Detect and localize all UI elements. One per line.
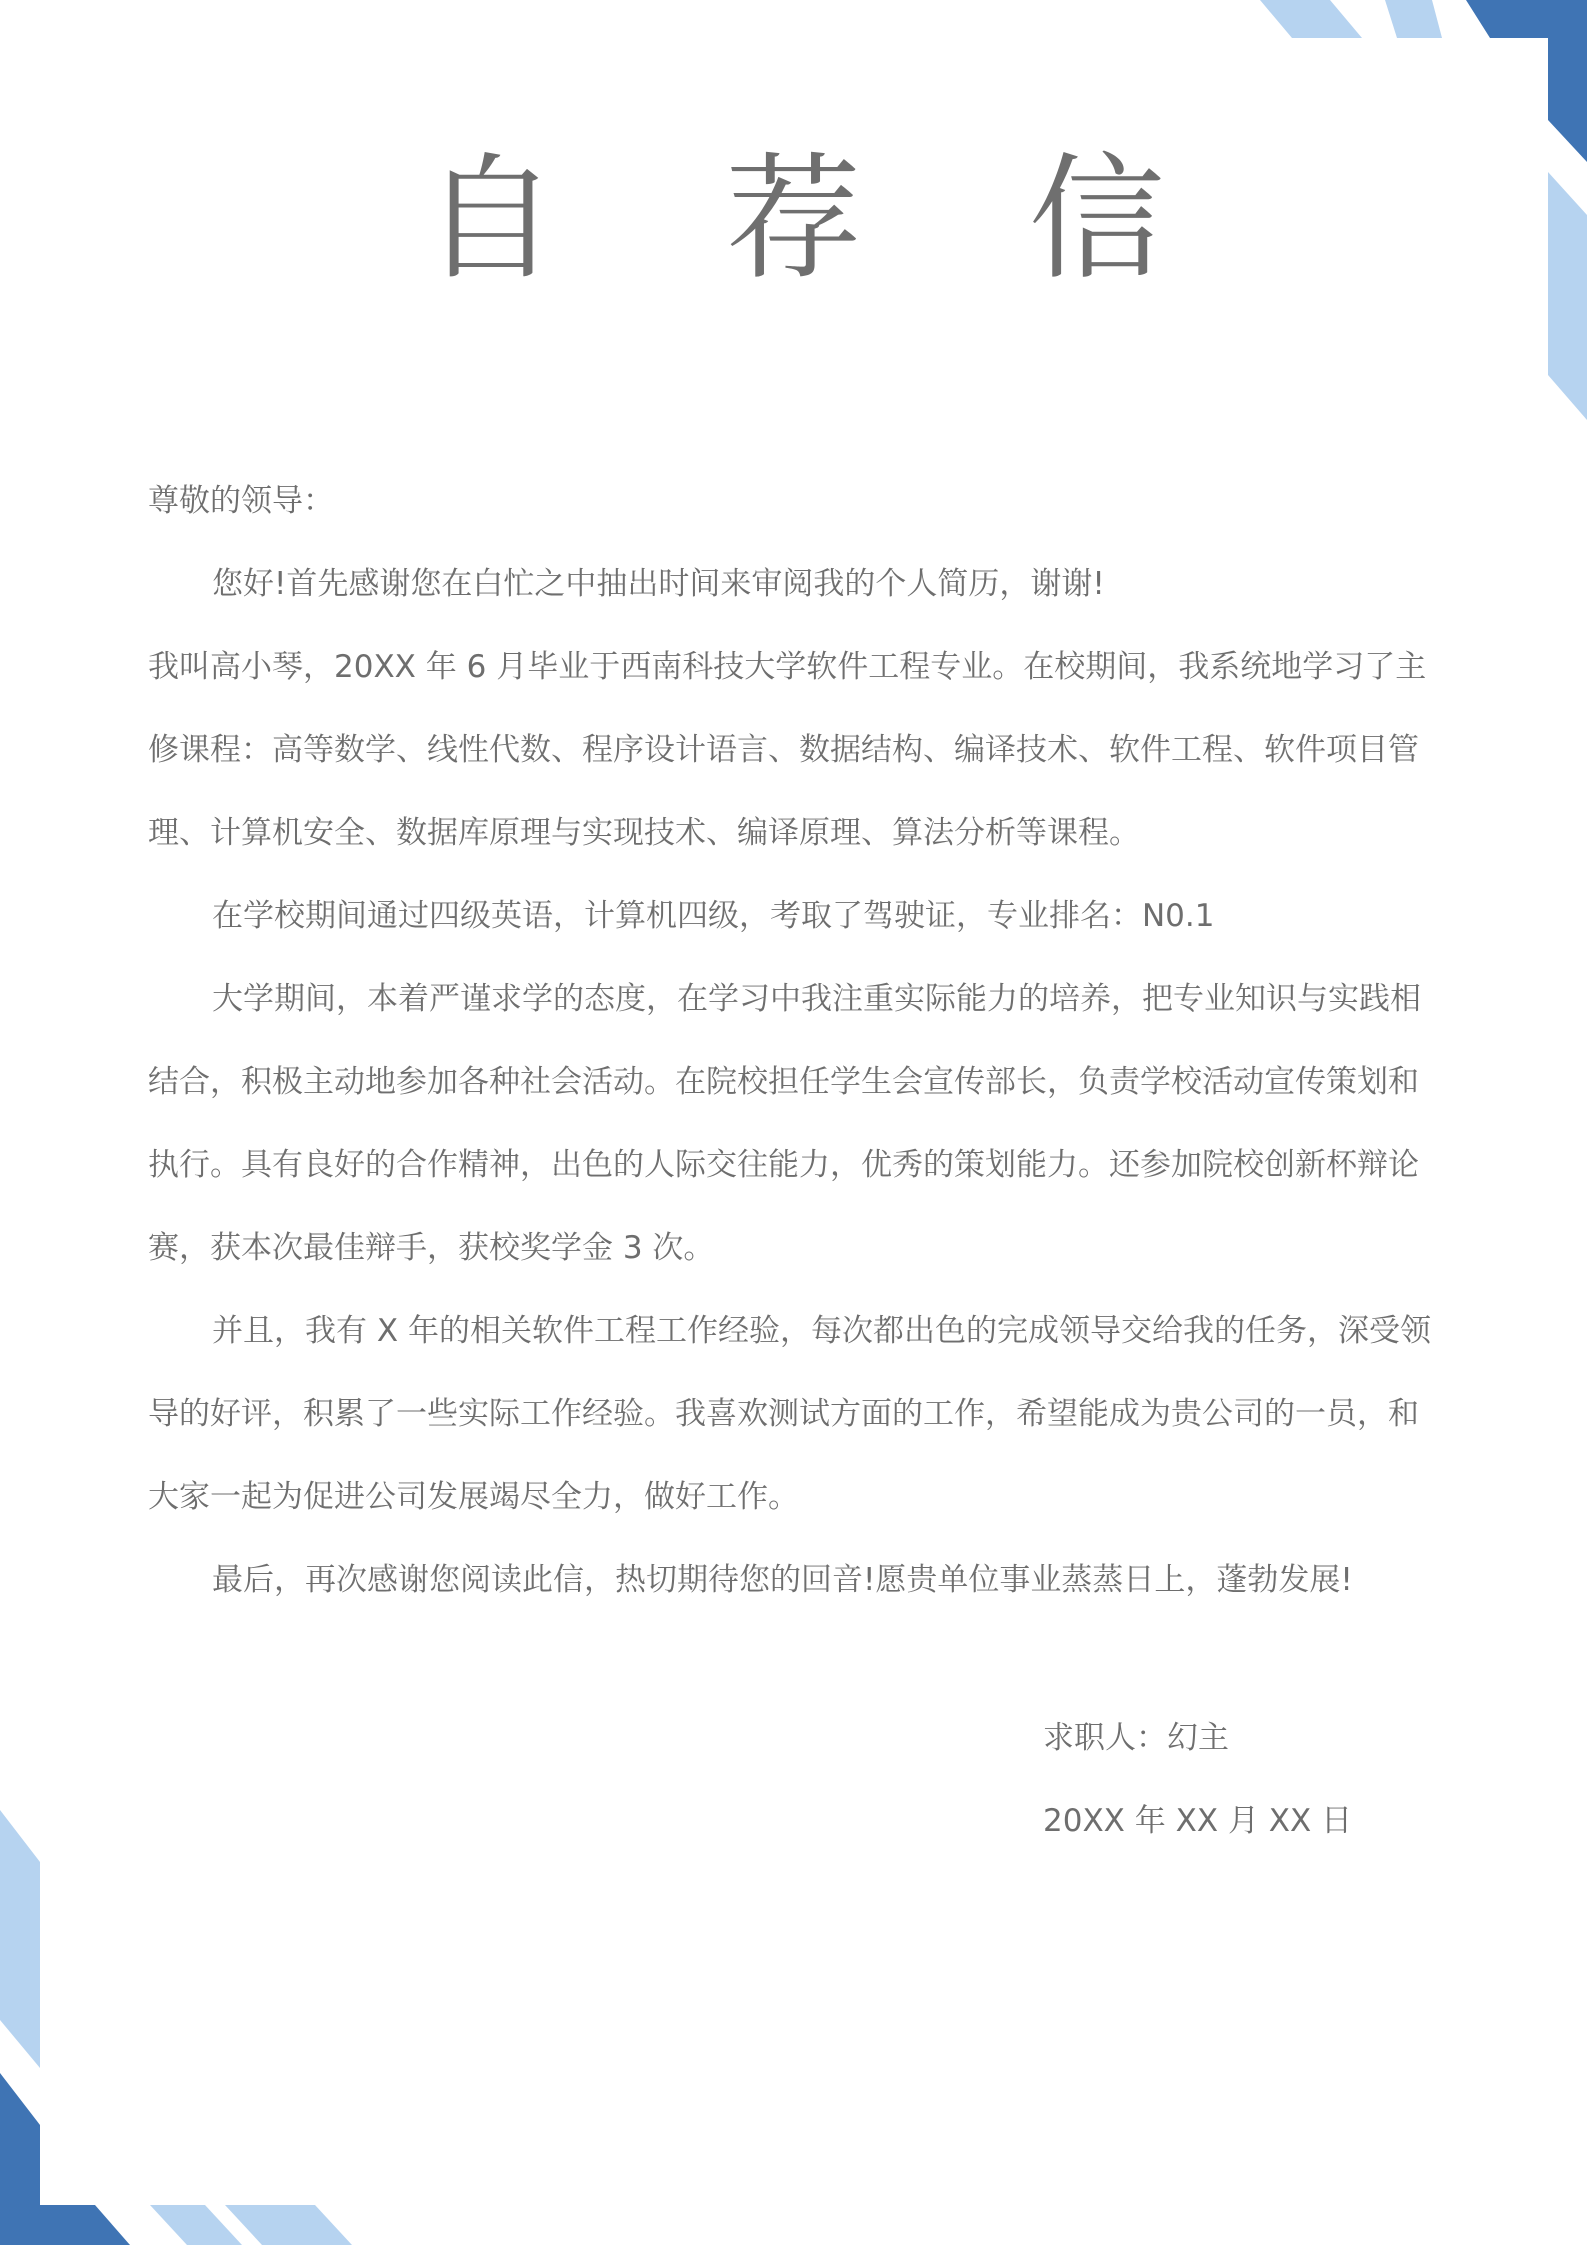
paragraph-greeting: 您好!首先感谢您在白忙之中抽出时间来审阅我的个人简历，谢谢! <box>212 566 1105 602</box>
paragraph-education: 我叫高小琴，20XX 年 6 月毕业于西南科技大学软件工程专业。在校期间，我系统地学习了主修课程：高等数学、线性代数、程序设计语言、数据结构、编译技术、软件工程、软件项目管理、计算机安全、数据库原理与实现技术、编译原理、算法分析等课程。 <box>148 649 1427 851</box>
salutation: 尊敬的领导： <box>148 483 334 519</box>
letter-body <box>148 460 1448 1622</box>
bottom-left-light-side <box>0 1810 40 2068</box>
top-right-light-stripe <box>1260 0 1362 38</box>
bottom-left-light-stripe-2 <box>225 2205 352 2245</box>
paragraph-certificates: 在学校期间通过四级英语，计算机四级，考取了驾驶证，专业排名：N0.1 <box>212 898 1215 934</box>
top-right-light-stripe-2 <box>1385 0 1442 38</box>
top-right-dark-band <box>1466 0 1587 38</box>
top-right-dark-side <box>1548 38 1587 162</box>
bottom-left-dark-band <box>40 2205 130 2245</box>
paragraph-activities: 大学期间，本着严谨求学的态度，在学习中我注重实际能力的培养，把专业知识与实践相结合，积极主动地参加各种社会活动。在院校担任学生会宣传部长，负责学校活动宣传策划和执行。具有良好的合作精神，出色的人际交往能力，优秀的策划能力。还参加院校创新杯辩论赛，获本次最佳辩手，获校奖学金 3 次。 <box>148 981 1421 1266</box>
bottom-left-light-stripe <box>150 2205 242 2245</box>
paragraph-closing: 最后，再次感谢您阅读此信，热切期待您的回音!愿贵单位事业蒸蒸日上，蓬勃发展! <box>212 1562 1353 1598</box>
bottom-left-dark-side <box>0 2073 40 2245</box>
date: 20XX 年 XX 月 XX 日 <box>1043 1803 1353 1839</box>
signature: 求职人：幻主 <box>1043 1720 1229 1756</box>
page-title: 自 荐 信 <box>422 141 1227 299</box>
signature-block <box>1043 1697 1352 1863</box>
paragraph-experience: 并且，我有 X 年的相关软件工程工作经验，每次都出色的完成领导交给我的任务，深受领导的好评，积累了一些实际工作经验。我喜欢测试方面的工作，希望能成为贵公司的一员，和大家一起为促进公司发展竭尽全力，做好工作。 <box>148 1313 1431 1515</box>
